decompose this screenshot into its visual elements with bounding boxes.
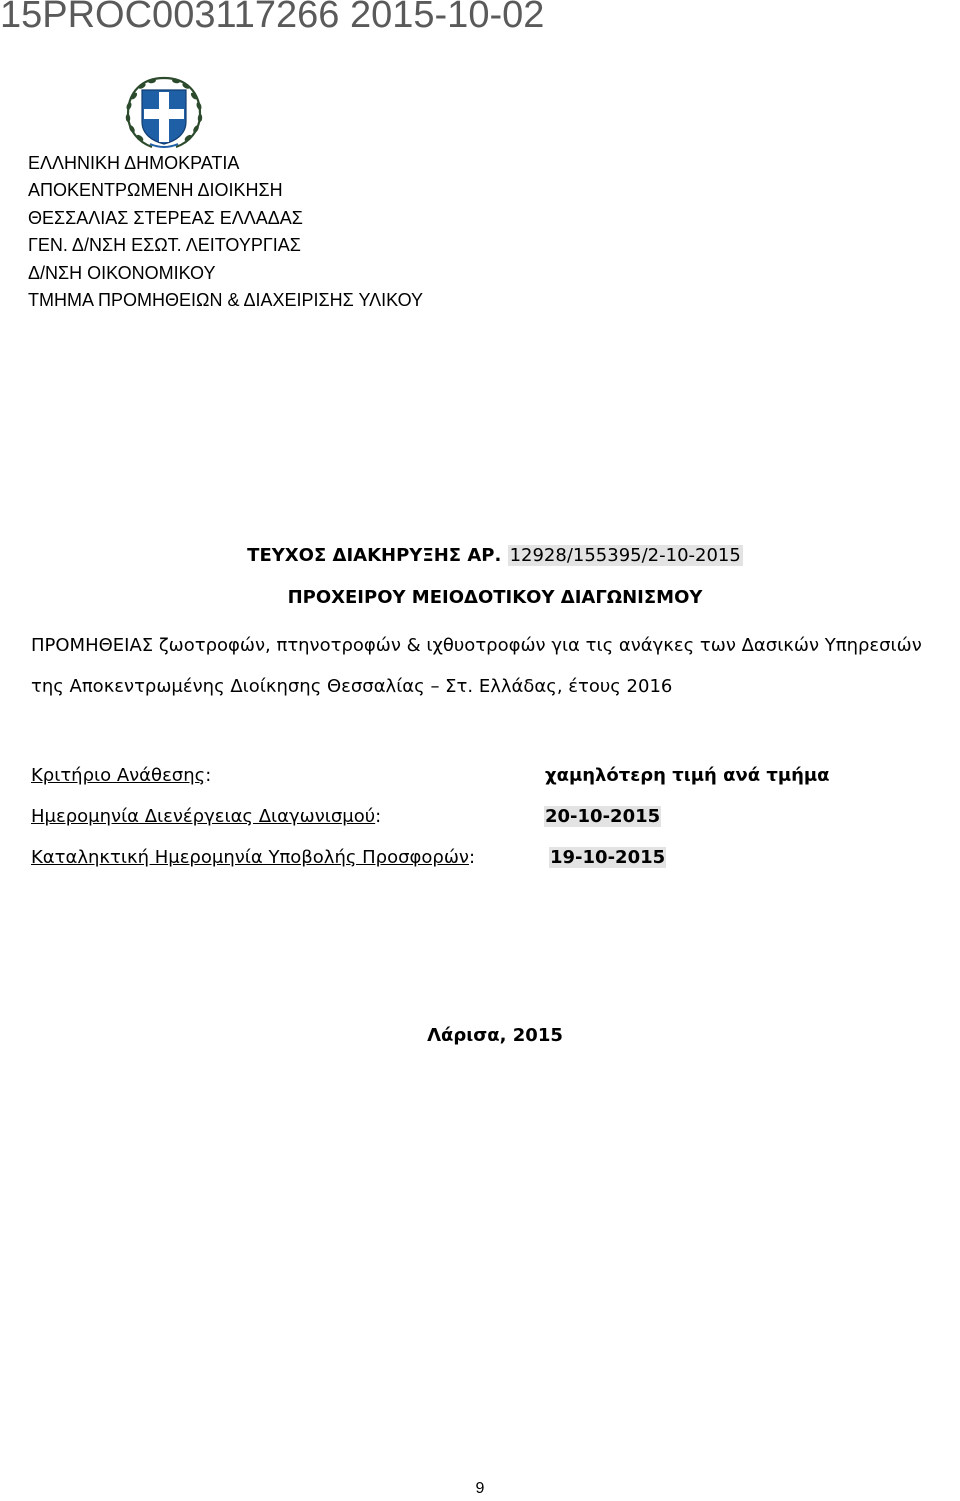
award-criterion-label: Κριτήριο Ανάθεσης: (31, 765, 212, 786)
agency-line: Δ/ΝΣΗ ΟΙΚΟΝΟΜΙΚΟΥ (28, 262, 216, 283)
document-number: 12928/155395/2-10-2015 (509, 545, 741, 566)
procurement-subject (31, 625, 960, 707)
submission-deadline-label: Καταληκτική Ημερομηνία Υποβολής Προσφορών: (31, 847, 476, 868)
agency-line: ΘΕΣΣΑΛΙΑΣ ΣΤΕΡΕΑΣ ΕΛΛΑΔΑΣ (28, 207, 303, 228)
subject-line: ΠΡΟΜΗΘΕΙΑΣ ζωοτροφών, πτηνοτροφών & ιχθυοτροφών για τις ανάγκες των Δασικών Υπηρεσιών (31, 635, 922, 656)
document-title (0, 545, 960, 566)
tender-date-label: Ημερομηνία Διενέργειας Διαγωνισμού: (31, 806, 382, 827)
document-subtitle: ΠΡΟΧΕΙΡΟΥ ΜΕΙΟΔΟΤΙΚΟΥ ΔΙΑΓΩΝΙΣΜΟΥ (287, 587, 703, 608)
tender-date-value: 20-10-2015 (545, 806, 661, 827)
agency-line: ΤΜΗΜΑ ΠΡΟΜΗΘΕΙΩΝ & ΔΙΑΧΕΙΡΙΣΗΣ ΥΛΙΚΟΥ (28, 290, 424, 311)
greek-state-emblem-icon (122, 74, 206, 150)
award-criterion-value: χαμηλότερη τιμή ανά τμήμα (545, 765, 830, 786)
page-number: 9 (475, 1480, 485, 1497)
submission-deadline-value: 19-10-2015 (550, 847, 666, 868)
subject-line: της Αποκεντρωμένης Διοίκησης Θεσσαλίας – Στ. Ελλάδας, έτους 2016 (31, 676, 673, 697)
agency-line: ΕΛΛΗΝΙΚΗ ΔΗΜΟΚΡΑΤΙΑ (28, 153, 240, 173)
document-title-label: ΤΕΥΧΟΣ ΔΙΑΚΗΡΥΞΗΣ ΑΡ. (247, 545, 502, 566)
document-code: 15PROC003117266 2015-10-02 (0, 0, 545, 36)
agency-line: ΑΠΟΚΕΝΤΡΩΜΕΝΗ ΔΙΟΙΚΗΣΗ (28, 180, 283, 201)
issuing-agency-block (28, 150, 423, 314)
agency-line: ΓΕΝ. Δ/ΝΣΗ ΕΣΩΤ. ΛΕΙΤΟΥΡΓΙΑΣ (28, 235, 301, 256)
place-and-year: Λάρισα, 2015 (427, 1025, 563, 1046)
